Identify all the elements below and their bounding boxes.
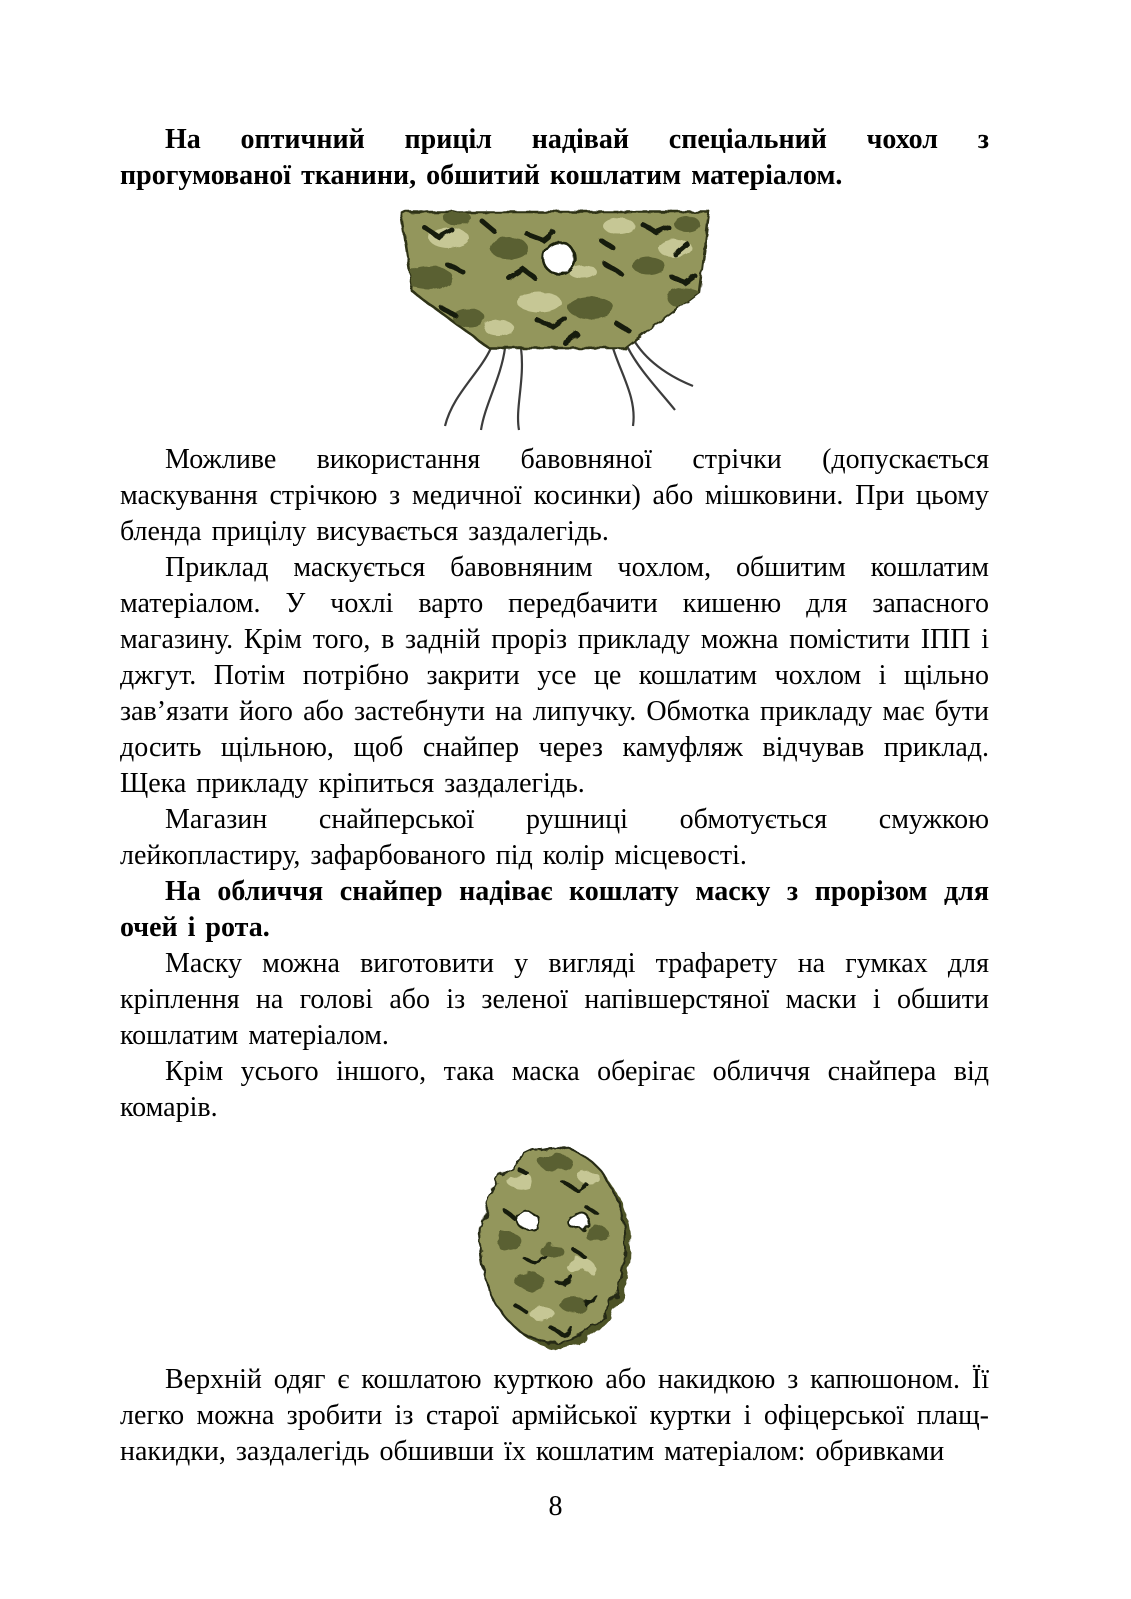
- tie-strings: [445, 342, 693, 430]
- paragraph-scope-cover-intro: На оптичний приціл надівай спеціальний чохол з прогумованої тканини, обшитий кошлатим матеріалом.: [120, 124, 989, 191]
- eye-hole-right: [566, 1213, 590, 1228]
- scope-cover-drawing: [387, 206, 723, 434]
- paragraph-magazine-tape: Магазин снайперської рушниці обмотується смужкою лейкопластиру, зафарбованого під колір місцевості.: [120, 804, 989, 871]
- face-mask-illustration: [120, 1126, 989, 1362]
- scope-cover-illustration: [120, 194, 989, 442]
- paragraph-face-mask-intro: На обличчя снайпер надіває кошлату маску з прорізом для очей і рота.: [120, 876, 989, 943]
- paragraph-cotton-ribbon: Можливе використання бавовняної стрічки (допускається маскування стрічкою з медичної косинки) або мішковини. При цьому бленда прицілу висувається заздалегідь.: [120, 444, 989, 547]
- eye-hole-left: [516, 1213, 540, 1228]
- paragraph-stock-camouflage: Приклад маскується бавовняним чохлом, обшитим кошлатим матеріалом. У чохлі варто передбачити кишеню для запасного магазину. Крім того, в задній проріз прикладу можна помістити ІПП і джгут. Потім потрібно закрити усе це кошлатим чохлом і щільно зав’язати його або застебнути на липучку. Обмотка прикладу має бути досить щільною, щоб снайпер через камуфляж відчував приклад. Щека прикладу кріпиться заздалегідь.: [120, 552, 989, 799]
- paragraph-mask-mosquitoes: Крім усього іншого, така маска оберігає обличчя снайпера від комарів.: [120, 1056, 989, 1123]
- lens-hole: [543, 242, 575, 274]
- paragraph-mask-making: Маску можна виготовити у вигляді трафарету на гумках для кріплення на голові або із зеленої напівшерстяної маски і обшити кошлатим матеріалом.: [120, 948, 989, 1051]
- face-mask-drawing: [471, 1140, 639, 1352]
- page-number: 8: [548, 1491, 563, 1522]
- paragraph-outer-clothing: Верхній одяг є кошлатою курткою або накидкою з капюшоном. Її легко можна зробити із старої армійської куртки і офіцерської плащ-накидки, заздалегідь обшивши їх кошлатим матеріалом: обривками: [120, 1364, 989, 1467]
